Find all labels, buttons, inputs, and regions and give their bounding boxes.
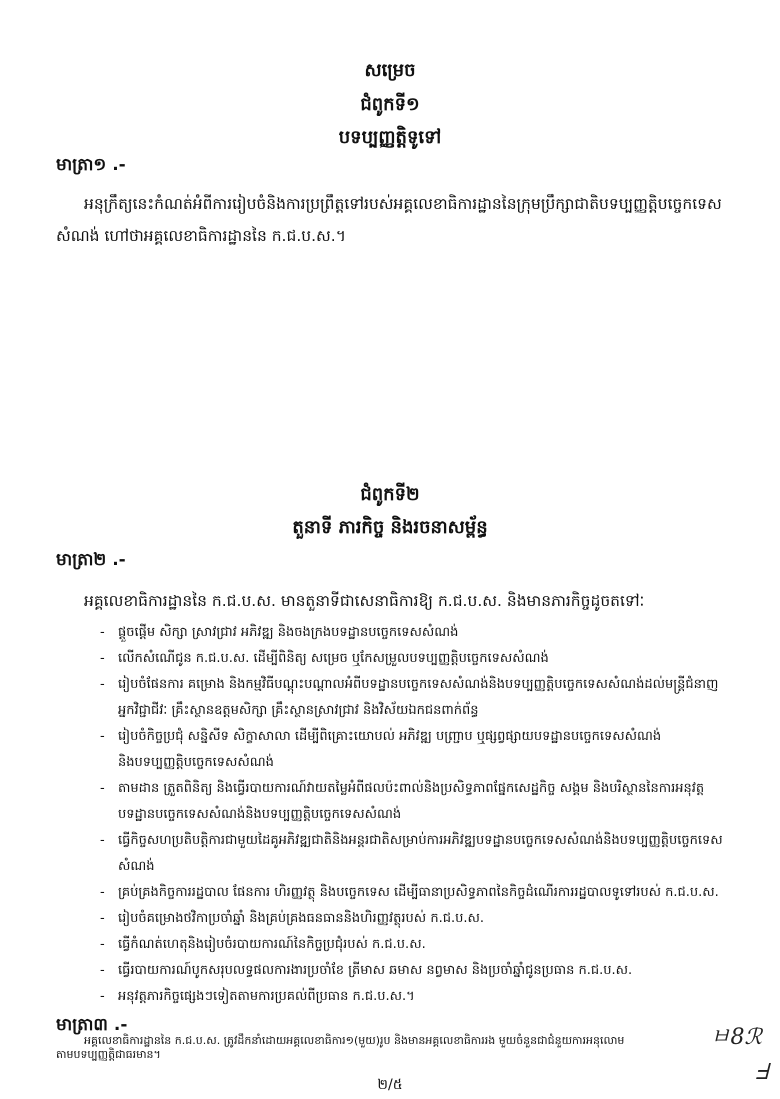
chapter1-title: បទប្បញ្ញត្តិទូទៅ (338, 127, 442, 148)
article1-text: អនុក្រឹត្យនេះកំណត់អំពីការរៀបចំនិងការប្រព្រឹត្តទៅរបស់អគ្គលេខាធិការដ្ឋាននៃក្រុមប្រឹក្សាជាតិបទប្បញ្ញត្តិបច្ចេកទេសសំណង់ ហៅថាអគ្គលេខាធិការដ្ឋាននៃ ក.ជ.ប.ស.។ (56, 195, 722, 245)
article2-label: មាត្រា២ .- (56, 550, 126, 570)
article3-text: អគ្គលេខាធិការដ្ឋាននៃ ក.ជ.ប.ស. ត្រូវដឹកនាំដោយអគ្គលេខាធិការ១(មួយ)រូប និងមានអគ្គលេខាធិការរង មួយចំនួនជាជំនួយការអនុលោមតាមបទប្បញ្ញត្តិជាធរមាន។ (56, 1034, 625, 1061)
article3-label: មាត្រា៣ .- (56, 1015, 128, 1035)
chapter2-title: តួនាទី ភារកិច្ច និងរចនាសម្ព័ន្ធ (292, 517, 488, 538)
duty-item: - ធ្វើរបាយការណ៍បូកសរុបលទ្ធផលការងារប្រចាំខែ ត្រីមាស ឆមាស នព្វមាស និងប្រចាំឆ្នាំជូនប្រធាន ក.ជ.ប.ស. (100, 958, 726, 984)
duty-item: - ធ្វើកិច្ចសហប្រតិបត្តិការជាមួយដៃគូអភិវឌ្ឍជាតិនិងអន្តរជាតិសម្រាប់ការអភិវឌ្ឍបទដ្ឋានបច្ចេកទេសសំណង់និងបទប្បញ្ញត្តិបច្ចេកទេសសំណង់ (100, 828, 726, 880)
duty-item: - រៀបចំផែនការ គម្រោង និងកម្មវិធីបណ្តុះបណ្តាលអំពីបទដ្ឋានបច្ចេកទេសសំណង់និងបទប្បញ្ញត្តិបច្ចេកទេសសំណង់ដល់មន្ត្រីជំនាញ អ្នកវិជ្ជាជីវៈ គ្រឹះស្ថានឧត្តមសិក្សា គ្រឹះស្ថានស្រាវជ្រាវ និងវិស័យឯកជនពាក់ព័ន្ធ (100, 672, 726, 724)
duty-item: - តាមដាន ត្រួតពិនិត្យ និងធ្វើរបាយការណ៍វាយតម្លៃអំពីផលប៉ះពាល់និងប្រសិទ្ធភាពផ្នែកសេដ្ឋកិច្ច សង្គម និងបរិស្ថាននៃការអនុវត្តបទដ្ឋានបច្ចេកទេសសំណង់និងបទប្បញ្ញត្តិបច្ចេកទេសសំណង់ (100, 776, 726, 828)
chapter2-heading: ជំពូកទី២ (360, 484, 420, 505)
duty-item: - រៀបចំគម្រោងថវិកាប្រចាំឆ្នាំ និងគ្រប់គ្រងធនធាននិងហិរញ្ញវត្ថុរបស់ ក.ជ.ប.ស. (100, 906, 726, 932)
handwritten-initials: ㅂ8ℛ (709, 1025, 762, 1050)
decision-heading: សម្រេច (364, 60, 416, 81)
duty-item: - លើកសំណើជូន ក.ជ.ប.ស. ដើម្បីពិនិត្យ សម្រេច ឬកែសម្រួលបទប្បញ្ញត្តិបច្ចេកទេសសំណង់ (100, 646, 726, 672)
page-number: ២/៥ (377, 1077, 403, 1093)
duty-item: - ធ្វើកំណត់ហេតុនិងរៀបចំរបាយការណ៍នៃកិច្ចប្រជុំរបស់ ក.ជ.ប.ស. (100, 932, 726, 958)
chapter1-heading: ជំពូកទី១ (360, 94, 420, 115)
duty-item: - ផ្តួចផ្តើម សិក្សា ស្រាវជ្រាវ អភិវឌ្ឍ និងចងក្រងបទដ្ឋានបច្ចេកទេសសំណង់ (100, 620, 726, 646)
article2-duty-list (100, 620, 726, 1010)
article2-intro: អគ្គលេខាធិការដ្ឋាននៃ ក.ជ.ប.ស. មានតួនាទីជាសេនាធិការឱ្យ ក.ជ.ប.ស. និងមានភារកិច្ចដូចតទៅៈ (84, 592, 645, 610)
duty-item: - អនុវត្តភារកិច្ចផ្សេងៗទៀតតាមការប្រគល់ពីប្រធាន ក.ជ.ប.ស.។ (100, 984, 726, 1010)
article1-label: មាត្រា១ .- (56, 155, 126, 175)
duty-item: - គ្រប់គ្រងកិច្ចការរដ្ឋបាល ផែនការ ហិរញ្ញវត្ថុ និងបច្ចេកទេស ដើម្បីធានាប្រសិទ្ធភាពនៃកិច្ចដំណើរការរដ្ឋបាលទូទៅរបស់ ក.ជ.ប.ស. (100, 880, 726, 906)
signature-mark: ᖵ (754, 1060, 768, 1085)
duty-item: - រៀបចំកិច្ចប្រជុំ សន្និសីទ សិក្ខាសាលា ដើម្បីពិគ្រោះយោបល់ អភិវឌ្ឍ បញ្ជ្រាប ឬផ្សព្វផ្សាយបទដ្ឋានបច្ចេកទេសសំណង់និងបទប្បញ្ញត្តិបច្ចេកទេសសំណង់ (100, 724, 726, 776)
